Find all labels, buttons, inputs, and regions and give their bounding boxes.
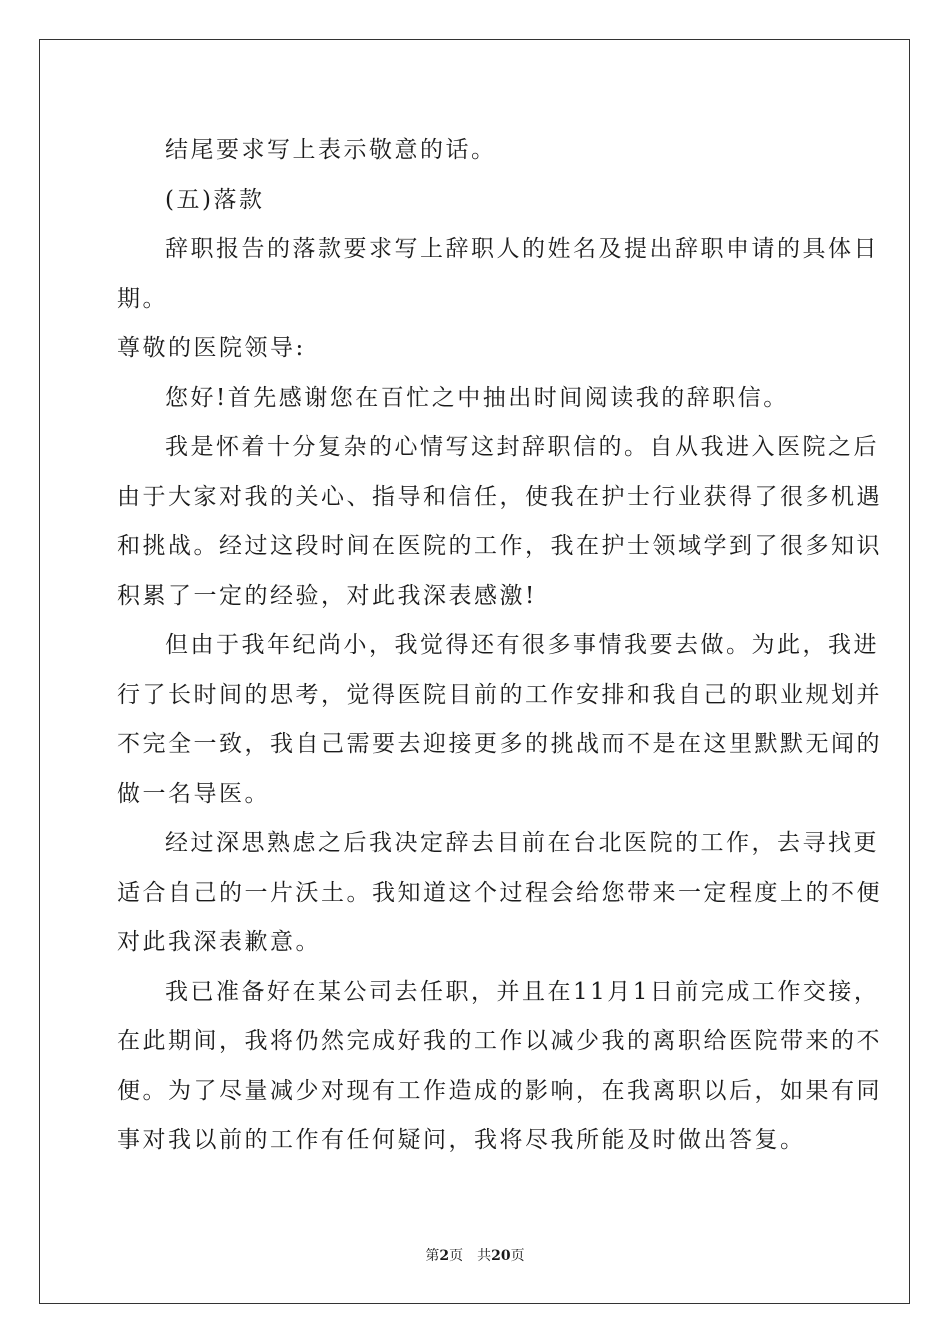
paragraph-line: 经过深思熟虑之后我决定辞去目前在台北医院的工作，去寻找更	[165, 830, 879, 856]
paragraph-line: 行了长时间的思考，觉得医院目前的工作安排和我自己的职业规划并	[117, 681, 882, 708]
paragraph-line: 期。	[117, 285, 168, 312]
page-suffix: 页	[449, 1248, 464, 1264]
paragraph-line: 做一名导医。	[117, 780, 270, 807]
page-footer	[0, 1246, 950, 1266]
document-body	[117, 126, 882, 1166]
total-suffix: 页	[510, 1248, 525, 1264]
section-heading: (五)落款	[165, 186, 265, 213]
paragraph-line: 便。为了尽量减少对现有工作造成的影响，在我离职以后，如果有同	[117, 1077, 882, 1104]
paragraph-line: 对此我深表歉意。	[117, 929, 321, 955]
paragraph-line: 结尾要求写上表示敬意的话。	[165, 137, 497, 163]
page-number: 2	[439, 1248, 450, 1264]
paragraph-line: 和挑战。经过这段时间在医院的工作，我在护士领域学到了很多知识	[117, 533, 882, 559]
page-prefix: 第	[425, 1248, 440, 1264]
paragraph-line: 我是怀着十分复杂的心情写这封辞职信的。自从我进入医院之后	[165, 434, 879, 460]
paragraph-line: 适合自己的一片沃土。我知道这个过程会给您带来一定程度上的不便	[117, 879, 882, 906]
paragraph-line: 不完全一致，我自己需要去迎接更多的挑战而不是在这里默默无闻的	[117, 731, 882, 757]
paragraph-line: 辞职报告的落款要求写上辞职人的姓名及提出辞职申请的具体日	[165, 236, 879, 262]
paragraph-line: 但由于我年纪尚小，我觉得还有很多事情我要去做。为此，我进	[165, 632, 879, 658]
paragraph-line: 由于大家对我的关心、指导和信任，使我在护士行业获得了很多机遇	[117, 483, 882, 510]
paragraph-line: 我已准备好在某公司去任职，并且在11月1日前完成工作交接，	[165, 978, 880, 1005]
paragraph-line: 在此期间，我将仍然完成好我的工作以减少我的离职给医院带来的不	[117, 1028, 882, 1054]
paragraph-line: 您好!首先感谢您在百忙之中抽出时间阅读我的辞职信。	[165, 384, 789, 411]
letter-salutation: 尊敬的医院领导:	[117, 335, 306, 361]
page-total: 20	[491, 1248, 511, 1264]
total-prefix: 共	[477, 1248, 492, 1264]
paragraph-line: 积累了一定的经验，对此我深表感激!	[117, 582, 537, 609]
paragraph-line: 事对我以前的工作有任何疑问，我将尽我所能及时做出答复。	[117, 1127, 806, 1153]
